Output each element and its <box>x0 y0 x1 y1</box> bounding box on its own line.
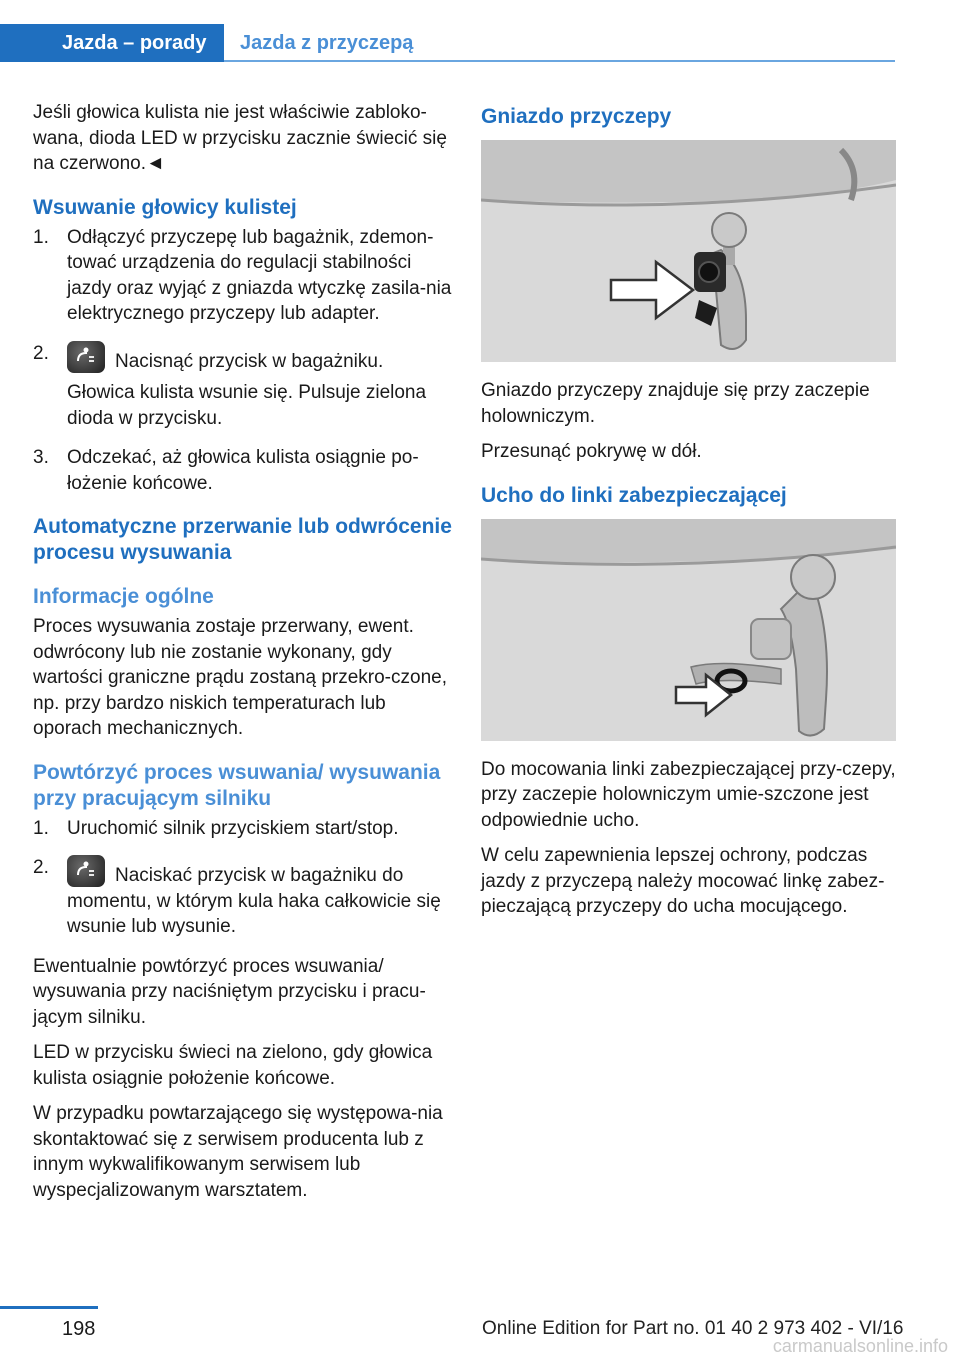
left-column <box>33 100 453 1213</box>
list-item <box>33 445 453 496</box>
watermark: carmanualsonline.info <box>772 1336 948 1356</box>
retract-steps <box>33 225 453 497</box>
step-text: Odłączyć przyczepę lub bagażnik, zdemon-tować urządzenia do regulacji stabilności jazdy oraz wyjąć z gniazda wtyczkę zasila-nia elektrycznego przyczepy lub adapter. <box>67 226 452 324</box>
step-text: Nacisnąć przycisk w bagażniku. <box>115 350 384 372</box>
repeat-heading: Powtórzyć proces wsuwania/ wysuwania przy pracującym silniku <box>33 760 441 810</box>
list-item <box>33 225 453 327</box>
step-number: 1. <box>33 226 49 248</box>
header-rule <box>224 60 895 62</box>
trailer-hitch-button-icon <box>67 341 105 373</box>
step-number: 3. <box>33 447 49 468</box>
safety-eye-heading: Ucho do linki zabezpieczającej <box>481 483 787 507</box>
safety-eye-paragraph-1: Do mocowania linki zabezpieczającej przy-czepy, przy zaczepie holowniczym umie-szczone jest odpowiednie ucho. <box>481 758 896 831</box>
section-tab: Jazda – porady <box>0 24 224 62</box>
chapter-tab: Jazda z przyczepą <box>240 32 414 54</box>
auto-interrupt-heading: Automatyczne przerwanie lub odwrócenie procesu wysuwania <box>33 515 452 564</box>
safety-eye-illustration <box>481 519 896 741</box>
page-header <box>0 24 895 62</box>
right-column <box>481 100 896 930</box>
trailer-hitch-button-icon <box>67 855 105 887</box>
step-text: Naciskać przycisk w bagażniku do momentu, w którym kula haka całkowicie się wsunie lub wysunie. <box>67 865 441 937</box>
step-number: 1. <box>33 817 49 839</box>
footer-rule <box>0 1306 98 1309</box>
list-item <box>33 855 453 940</box>
safety-eye-paragraph-2: W celu zapewnienia lepszej ochrony, podczas jazdy z przyczepą należy mocować linkę zabez-pieczającą przyczepy do ucha mocującego. <box>481 845 885 917</box>
repeat-paragraph-1: Ewentualnie powtórzyć proces wsuwania/ wysuwania przy naciśniętym przycisku i pracu-jącym silniku. <box>33 955 426 1028</box>
page-number: 198 <box>62 1318 96 1340</box>
step-number: 2. <box>33 857 49 878</box>
step-number: 2. <box>33 342 49 364</box>
step-text: Odczekać, aż głowica kulista osiągnie po-łożenie końcowe. <box>67 447 419 494</box>
list-item <box>33 816 453 842</box>
socket-heading: Gniazdo przyczepy <box>481 105 672 128</box>
repeat-paragraph-3: W przypadku powtarzającego się występowa-nia skontaktować się z serwisem producenta lub z innym wykwalifikowanym serwisem lub wyspecjalizowanym warsztatem. <box>33 1103 443 1201</box>
socket-paragraph-1: Gniazdo przyczepy znajduje się przy zaczepie holowniczym. <box>481 380 870 427</box>
general-info-text: Proces wysuwania zostaje przerwany, ewent. odwrócony lub nie zostanie wykonany, gdy wartości graniczne prądu zostaną przekro-czone, np. przy bardzo niskich temperaturach lub oporach mechanicznych. <box>33 616 447 739</box>
step-text: Uruchomić silnik przyciskiem start/stop. <box>67 817 399 839</box>
general-info-heading: Informacje ogólne <box>33 585 214 608</box>
socket-paragraph-2: Przesunąć pokrywę w dół. <box>481 441 702 462</box>
socket-illustration <box>481 140 896 362</box>
step-subtext: Głowica kulista wsunie się. Pulsuje zielona dioda w przycisku. <box>67 382 427 429</box>
edition-text: Online Edition for Part no. 01 40 2 973 402 - VI/16 <box>482 1318 904 1339</box>
retract-heading: Wsuwanie głowicy kulistej <box>33 195 297 219</box>
intro-paragraph: Jeśli głowica kulista nie jest właściwie zabloko-wana, dioda LED w przycisku zacznie świecić się na czerwono.◄ <box>33 102 447 174</box>
repeat-paragraph-2: LED w przycisku świeci na zielono, gdy głowica kulista osiągnie położenie końcowe. <box>33 1042 433 1089</box>
list-item <box>33 341 453 432</box>
repeat-steps <box>33 816 453 940</box>
